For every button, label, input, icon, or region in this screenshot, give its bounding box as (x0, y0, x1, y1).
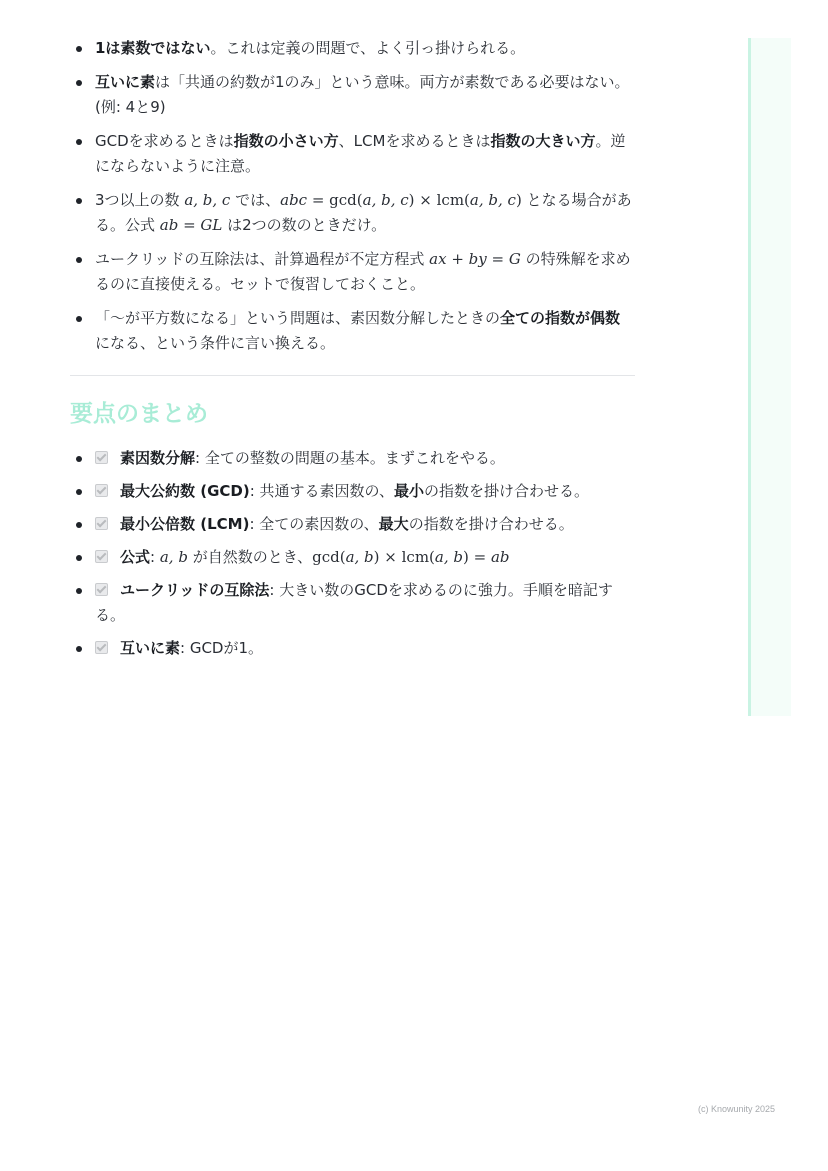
list-item: ユークリッドの互除法は、計算過程が不定方程式 ax + by = G の特殊解を求めるのに直接使える。セットで復習しておくこと。 (70, 247, 635, 297)
sidebar-accent-panel (748, 38, 791, 716)
checklist-item: 素因数分解: 全ての整数の問題の基本。まずこれをやる。 (70, 446, 635, 471)
list-item: 1は素数ではない。これは定義の問題で、よく引っ掛けられる。 (70, 36, 635, 61)
math-expression: ax + by = G (429, 250, 521, 268)
checklist-item: 最小公倍数 (LCM): 全ての素因数の、最大の指数を掛け合わせる。 (70, 512, 635, 537)
summary-checklist (70, 446, 635, 661)
checkbox-checked-icon[interactable] (95, 583, 108, 596)
copyright-footer: (c) Knowunity 2025 (697, 1104, 775, 1114)
notes-list (70, 36, 635, 356)
section-heading: 要点のまとめ (70, 401, 208, 427)
math-expression: ab = GL (159, 216, 223, 234)
list-item: 「〜が平方数になる」という問題は、素因数分解したときの全ての指数が偶数になる、という条件に言い換える。 (70, 306, 635, 356)
checkbox-checked-icon[interactable] (95, 517, 108, 530)
checkbox-checked-icon[interactable] (95, 550, 108, 563)
checklist-item: 互いに素: GCDが1。 (70, 636, 635, 661)
checklist-item: 最大公約数 (GCD): 共通する素因数の、最小の指数を掛け合わせる。 (70, 479, 635, 504)
list-item: GCDを求めるときは指数の小さい方、LCMを求めるときは指数の大きい方。逆にならないように注意。 (70, 129, 635, 179)
math-expression: a, b, c (184, 191, 231, 209)
checkbox-checked-icon[interactable] (95, 484, 108, 497)
math-expression: abc (280, 191, 308, 209)
math-expression: a, b (159, 548, 188, 566)
checklist-item: ユークリッドの互除法: 大きい数のGCDを求めるのに強力。手順を暗記する。 (70, 578, 635, 628)
list-item: 3つ以上の数 a, b, c では、abc = gcd(a, b, c) × lcm(a, b, c) となる場合がある。公式 ab = GL は2つの数のときだけ。 (70, 188, 635, 238)
checkbox-checked-icon[interactable] (95, 451, 108, 464)
horizontal-divider (70, 375, 635, 376)
page-content (70, 36, 635, 669)
checklist-item: 公式: a, b が自然数のとき、gcd(a, b) × lcm(a, b) = ab (70, 545, 635, 570)
list-item: 互いに素は「共通の約数が1のみ」という意味。両方が素数である必要はない。(例: 4と9) (70, 70, 635, 120)
checkbox-checked-icon[interactable] (95, 641, 108, 654)
